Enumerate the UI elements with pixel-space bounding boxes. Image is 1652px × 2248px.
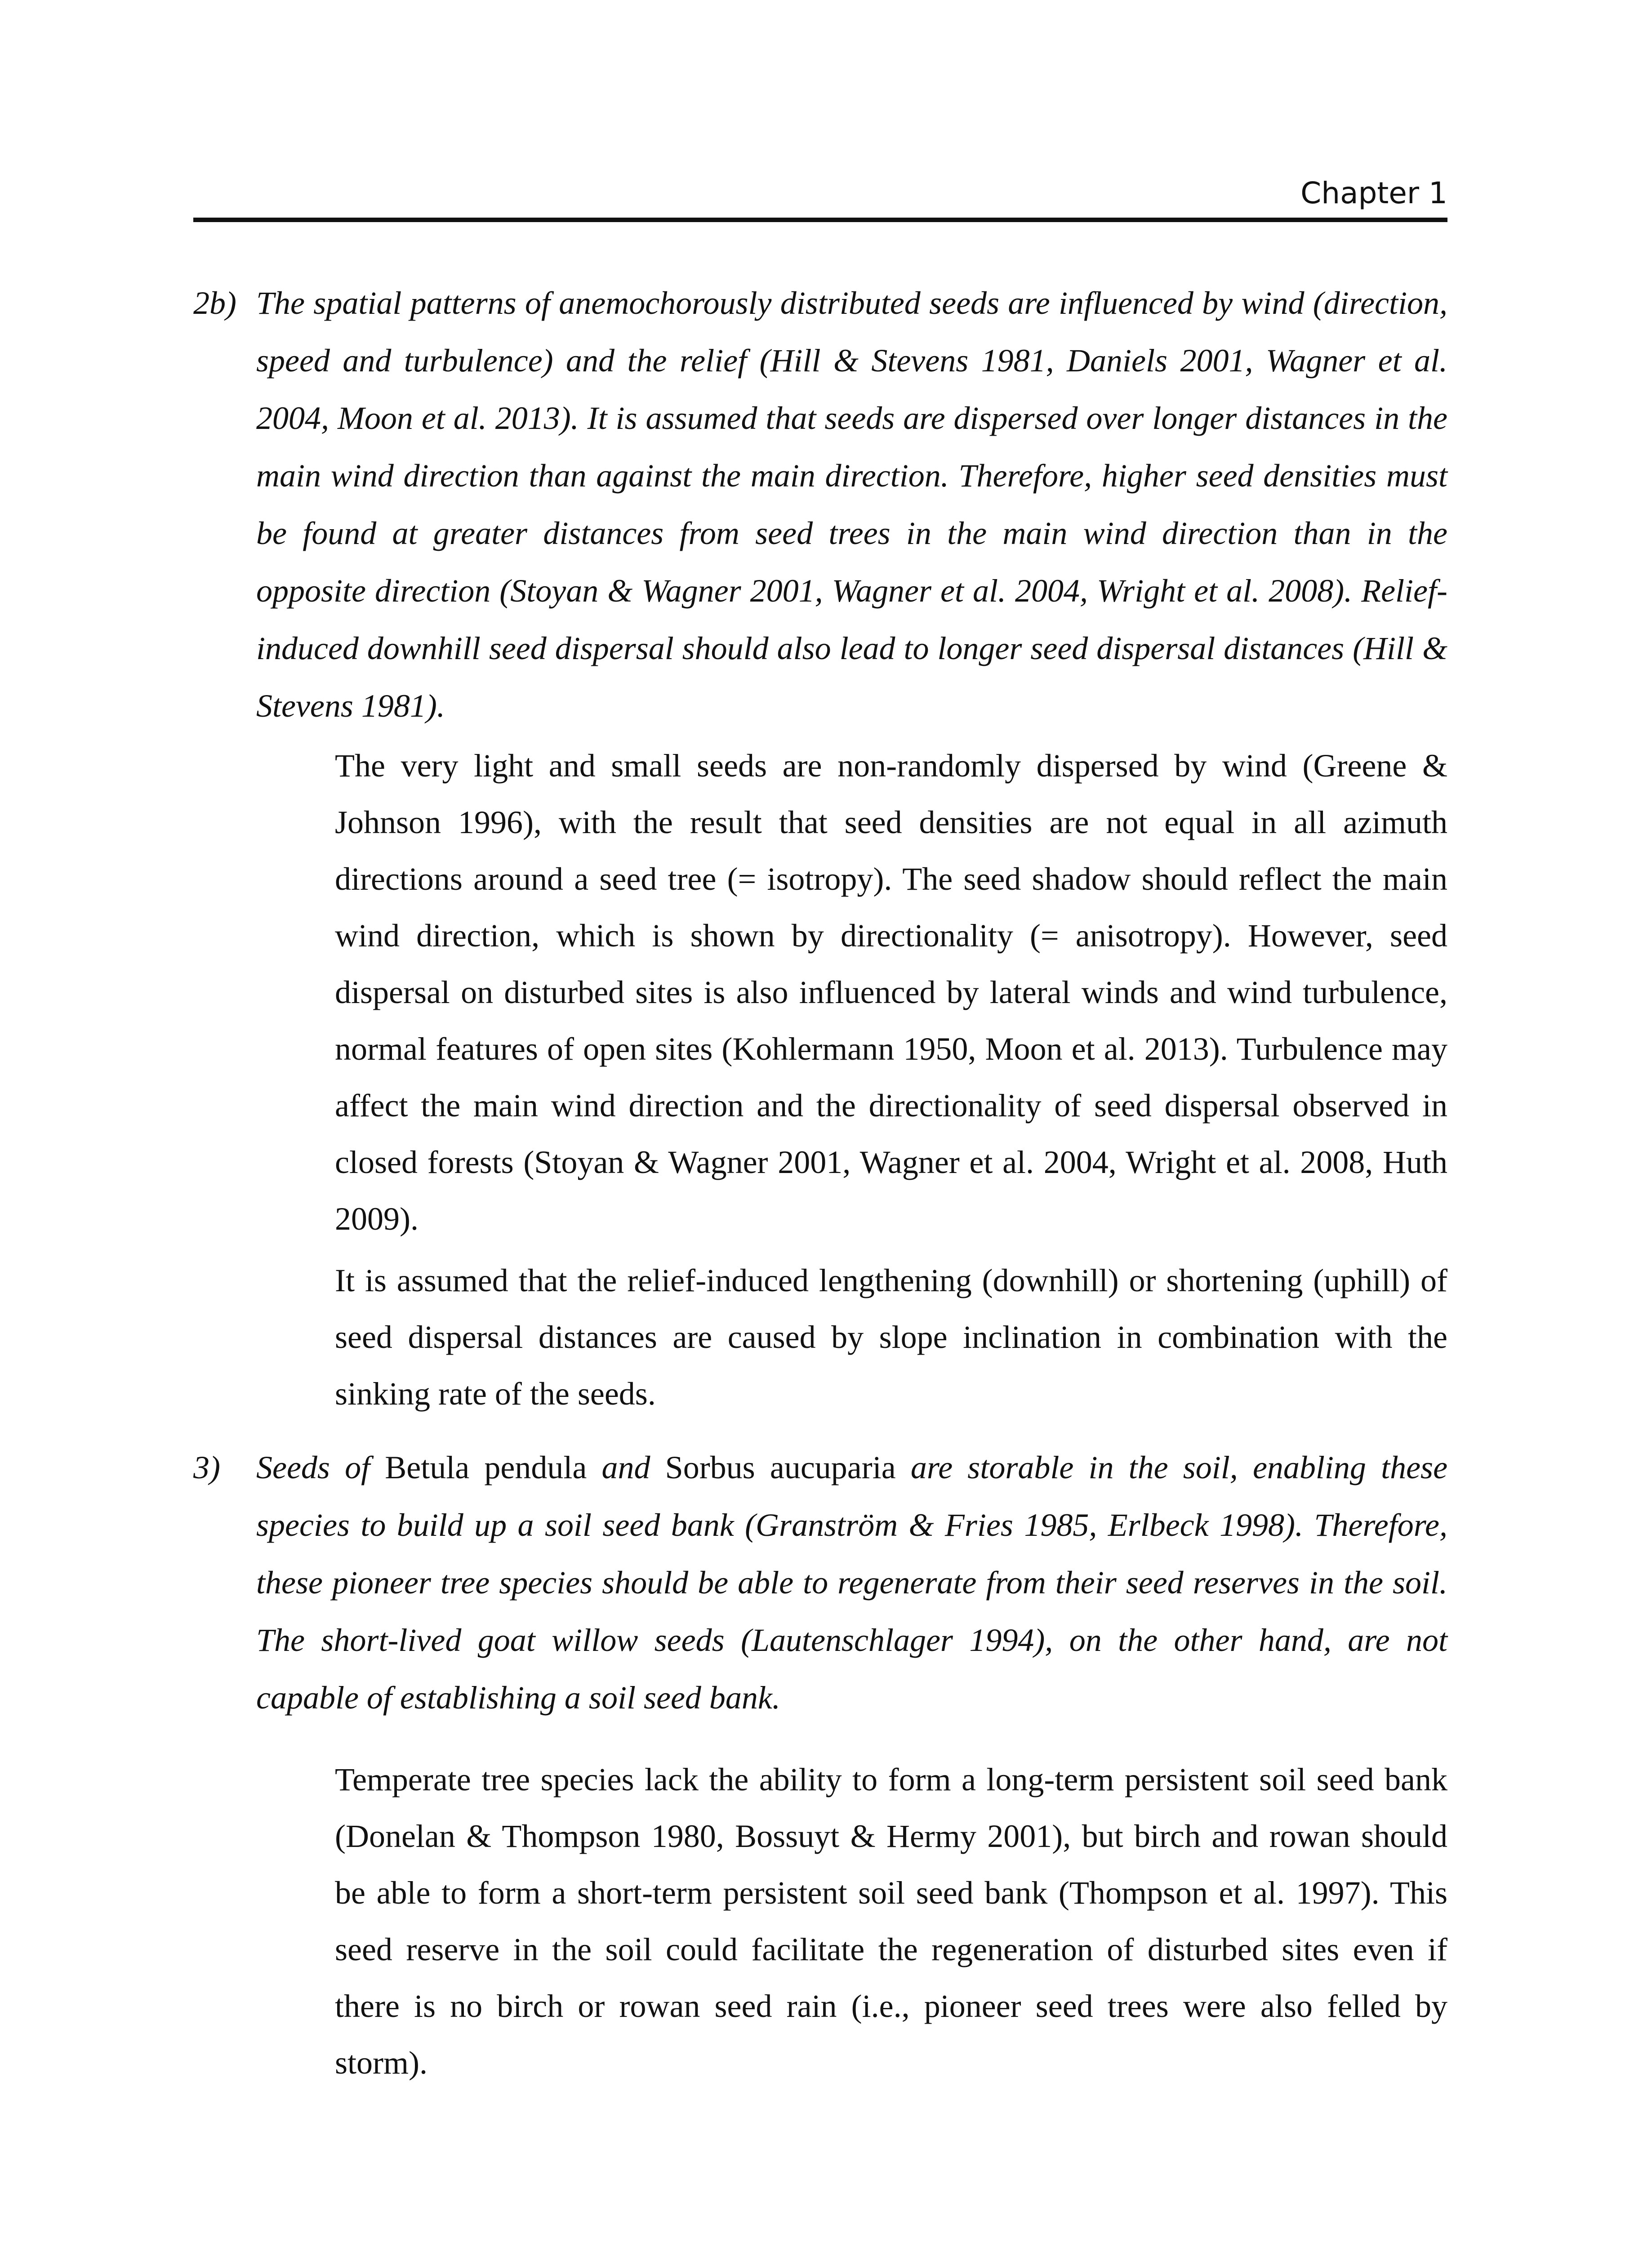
- species-name: Sorbus aucuparia: [665, 1450, 896, 1485]
- body-paragraph: It is assumed that the relief-induced lengthening (downhill) or shortening (uphill) of seed dispersal distances are caused by slope inclination in combination with the sinking rate of the seeds.: [335, 1262, 1447, 1412]
- running-head: Chapter 1: [1300, 176, 1447, 210]
- hypothesis-text-part: are storable in the soil, enabling these species to build up a soil seed bank (Granström & Fries 1985, Erlbeck 1998). Therefore, these pioneer tree species should be able to regenerate from their seed reserves in the soil. The short-lived goat willow seeds (Lautenschlager 1994), on the other hand, are not capable of establishing a soil seed bank.: [256, 1450, 1448, 1716]
- hypothesis-text: [256, 1439, 1447, 1726]
- body-paragraph: Temperate tree species lack the ability to form a long-term persistent soil seed bank (Donelan & Thompson 1980, Bossuyt & Hermy 2001), but birch and rowan should be able to form a short-term persistent soil seed bank (Thompson et al. 1997). This seed reserve in the soil could facilitate the regeneration of disturbed sites even if there is no birch or rowan seed rain (i.e., pioneer seed trees were also felled by storm).: [335, 1762, 1447, 2081]
- hypothesis-3: [193, 1439, 1447, 1726]
- hypothesis-text: The spatial patterns of anemochorously distributed seeds are influenced by wind (direction, speed and turbulence) and the relief (Hill & Stevens 1981, Daniels 2001, Wagner et al. 2004, Moon et al. 2013). It is assumed that seeds are dispersed over longer distances in the main wind direction than against the main direction. Therefore, higher seed densities must be found at greater distances from seed trees in the main wind direction than in the opposite direction (Stoyan & Wagner 2001, Wagner et al. 2004, Wright et al. 2008). Relief-induced downhill seed dispersal should also lead to longer seed dispersal distances (Hill & Stevens 1981).: [256, 285, 1447, 724]
- hypothesis-2b: [193, 274, 1447, 735]
- header-rule: [193, 218, 1447, 222]
- species-name: Betula pendula: [385, 1450, 587, 1485]
- hypothesis-number: 3): [193, 1450, 220, 1485]
- hypothesis-number: 2b): [193, 285, 236, 321]
- hypothesis-text-part: and: [601, 1450, 650, 1485]
- hypothesis-text-part: Seeds of: [256, 1450, 370, 1485]
- body-paragraph: The very light and small seeds are non-randomly dispersed by wind (Greene & Johnson 1996), with the result that seed densities are not equal in all azimuth directions around a seed tree (= isotropy). The seed shadow should reflect the main wind direction, which is shown by directionality (= anisotropy). However, seed dispersal on disturbed sites is also influenced by lateral winds and wind turbulence, normal features of open sites (Kohlermann 1950, Moon et al. 2013). Turbulence may affect the main wind direction and the directionality of seed dispersal observed in closed forests (Stoyan & Wagner 2001, Wagner et al. 2004, Wright et al. 2008, Huth 2009).: [335, 748, 1447, 1237]
